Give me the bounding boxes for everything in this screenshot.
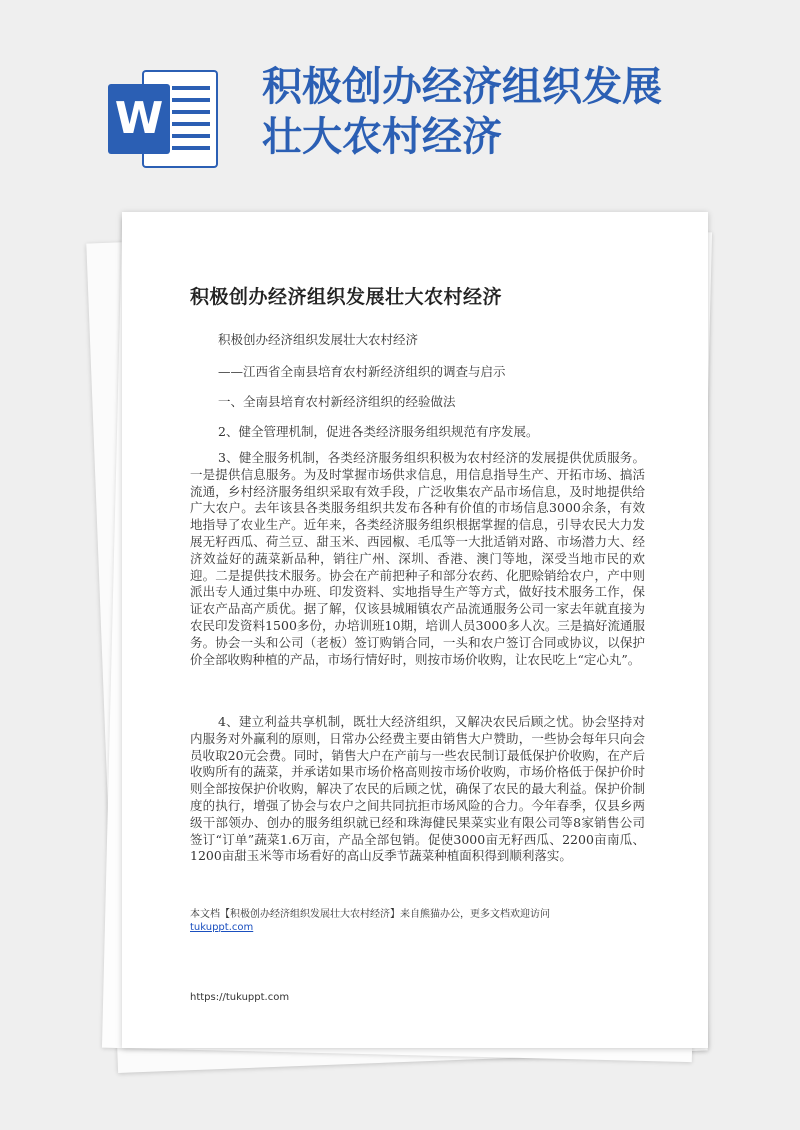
bottom-url[interactable]: https://tukuppt.com [190, 992, 290, 1003]
document-page [122, 212, 708, 1048]
section-heading-1: 一、全南县培育农村新经济组织的经验做法 [218, 394, 456, 409]
header-title-line1: 积极创办经济组织发展 [262, 64, 662, 110]
document-title: 积极创办经济组织发展壮大农村经济 [190, 286, 503, 308]
paragraph-3: 3、健全服务机制，各类经济服务组织积极为农村经济的发展提供优质服务。一是提供信息服务。为及时掌握市场供求信息，用信息指导生产、开拓市场、搞活流通，乡村经济服务组织采取有效手段，广泛收集农产品市场信息，及时地提供给广大农户。去年该县各类服务组织共发布各种有价值的市场信息3000余条，有效地指导了农业生产。近年来，各类经济服务组织根据掌握的信息，引导农民大力发展无籽西瓜、荷兰豆、甜玉米、西园椒、毛瓜等一大批适销对路、市场潜力大、经济效益好的蔬菜新品种，销往广州、深圳、香港、澳门等地，深受当地市民的欢迎。二是提供技术服务。协会在产前把种子和部分农药、化肥赊销给农户，产中则派出专人通过集中办班、印发资料、实地指导生产等方式，做好技术服务工作，保证农产品高产质优。据了解，仅该县城厢镇农产品流通服务公司一家去年就直接为农民印发资料1500多份，办培训班10期，培训人员3000多人次。三是搞好流通服务。协会一头和公司（老板）签订购销合同，一头和农户签订合同或协议，以保护价全部收购种植的产品，市场行情好时，则按市场价收购，让农民吃上“定心丸”。 [190, 450, 645, 667]
header-title [262, 62, 762, 162]
word-icon [108, 70, 218, 168]
document-subtitle: 积极创办经济组织发展壮大农村经济 [218, 332, 419, 347]
document-subheading: ——江西省全南县培育农村新经济组织的调查与启示 [218, 364, 506, 379]
header-title-line2: 壮大农村经济 [262, 114, 502, 160]
footnote [190, 908, 645, 934]
item-2: 2、健全管理机制，促进各类经济服务组织规范有序发展。 [218, 424, 539, 439]
footnote-link[interactable]: tukuppt.com [190, 922, 254, 933]
word-icon-letter: W [108, 84, 170, 154]
footnote-text: 本文档【积极创办经济组织发展壮大农村经济】来自熊猫办公，更多文档欢迎访问 [190, 909, 550, 920]
paragraph-4: 4、建立利益共享机制，既壮大经济组织，又解决农民后顾之忧。协会坚持对内服务对外赢利的原则，日常办公经费主要由销售大户赞助，一些协会每年只向会员收取20元会费。同时，销售大户在产前与一些农民制订最低保护价收购，在产后收购所有的蔬菜，并承诺如果市场价格高则按市场价收购，市场价格低于保护价时则全部按保护价收购，解决了农民的后顾之忧，确保了农民的最大利益。保护价制度的执行，增强了协会与农户之间共同抗拒市场风险的合力。今年春季，仅县乡两级干部领办、创办的服务组织就已经和珠海健民果菜实业有限公司等8家销售公司签订“订单”蔬菜1.6万亩，产品全部包销。促使3000亩无籽西瓜、2200亩南瓜、1200亩甜玉米等市场看好的高山反季节蔬菜种植面积得到顺利落实。 [190, 714, 645, 864]
